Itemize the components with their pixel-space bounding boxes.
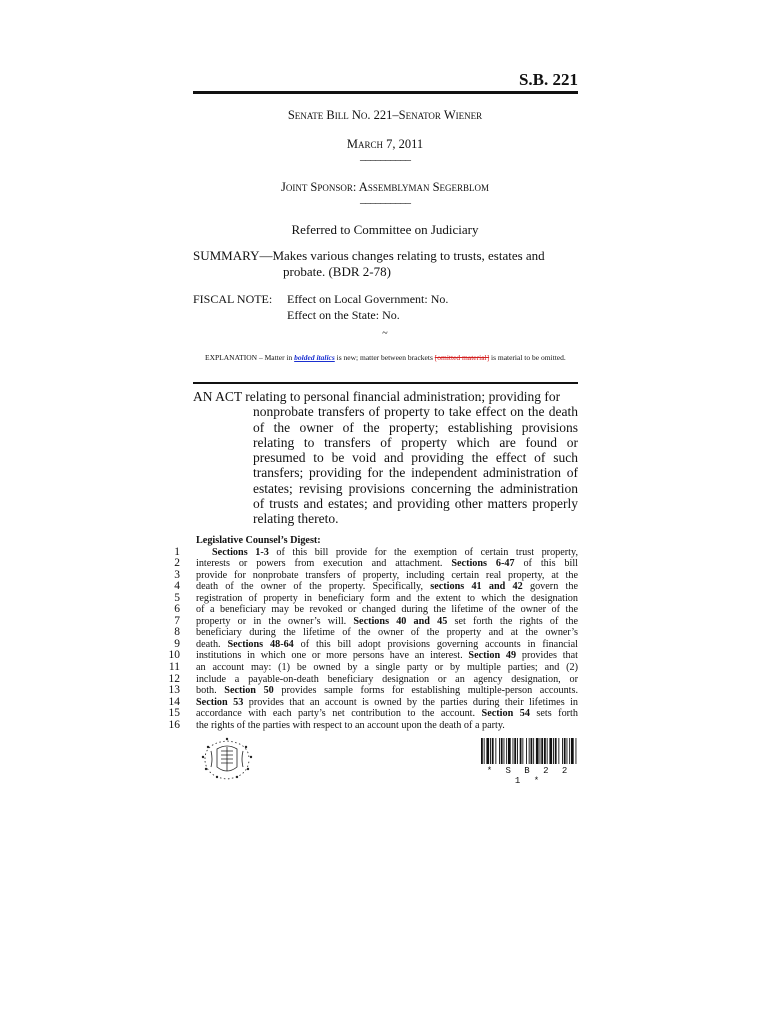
committee-referral: Referred to Committee on Judiciary — [291, 222, 479, 237]
act-title-body: nonprobate transfers of property to take effect on the death of the owner of the property; establishing provisions relating to transfers of property which are found or presumed to be void and providing the effect of such transfers; providing for the independent administration of estates; revising provisions concerning the administration of trusts and estates; and providing other matters properly relating thereto. — [253, 404, 578, 527]
digest-line — [196, 662, 578, 674]
section-reference: Section 49 — [468, 650, 517, 662]
digest-line — [196, 593, 578, 605]
separator-dash: –––––––––– — [360, 152, 410, 166]
barcode-bar — [504, 738, 505, 764]
bill-title: Senate Bill No. 221–Senator Wiener — [287, 108, 483, 122]
line-number: 2 — [174, 557, 180, 570]
fiscal-note-local: Effect on Local Government: No. — [287, 292, 449, 306]
line-number: 4 — [174, 580, 180, 593]
barcode-bar — [544, 738, 546, 764]
digest-line — [196, 685, 578, 697]
line-number: 11 — [168, 660, 180, 673]
line-numbers — [160, 547, 180, 732]
digest-text: of this bill provide for the exemption of certain trust property, — [268, 546, 578, 558]
digest-text: an account may: (1) be owned by a single party or by multiple parties; and (2) — [196, 662, 578, 674]
digest-text: accordance with each party’s net contribution to the account. — [196, 708, 482, 720]
barcode-bar — [571, 738, 574, 764]
section-rule — [193, 382, 578, 384]
barcode-bar — [576, 738, 577, 764]
digest-text: provide for nonprobate transfers of property, including certain real property, at the — [196, 569, 578, 581]
barcode — [480, 738, 578, 764]
digest-line — [196, 720, 578, 732]
digest-text: interests or powers from execution and attachment. — [196, 558, 452, 570]
digest-text: sets forth — [529, 708, 578, 720]
line-number: 10 — [168, 649, 180, 662]
section-reference: Sections 40 and 45 — [353, 615, 448, 627]
barcode-bar — [526, 738, 527, 764]
barcode-bar — [495, 738, 496, 764]
explanation — [205, 353, 566, 362]
explanation-new-sample: bolded italics — [294, 353, 335, 362]
digest-line — [196, 547, 578, 559]
fiscal-note-label: FISCAL NOTE: — [193, 292, 273, 306]
barcode-bar — [569, 738, 570, 764]
fiscal-note-state: Effect on the State: No. — [287, 308, 400, 322]
state-seal-icon — [197, 737, 257, 781]
digest-text: provides that — [516, 650, 578, 662]
digest-line — [196, 697, 578, 709]
line-number: 3 — [174, 568, 180, 581]
fiscal-note — [193, 291, 448, 323]
line-number: 16 — [168, 718, 180, 731]
section-reference: sections 41 and 42 — [430, 581, 523, 593]
digest-text: beneficiary during the lifetime of the owner of the property and at the owner’s — [196, 627, 578, 639]
line-number: 14 — [168, 695, 180, 708]
digest-line — [196, 570, 578, 582]
digest-text: provides sample forms for establishing multiple-person accounts. — [273, 685, 578, 697]
barcode-bar — [514, 738, 516, 764]
barcode-bar — [508, 738, 511, 764]
barcode-bar — [553, 738, 554, 764]
barcode-bar — [522, 738, 523, 764]
line-number: 9 — [174, 637, 180, 650]
explanation-prefix: EXPLANATION – Matter in — [205, 353, 295, 362]
header-rule — [193, 91, 578, 94]
section-reference: Sections 1-3 — [212, 546, 269, 558]
barcode-bar — [501, 738, 503, 764]
barcode-bar — [531, 738, 533, 764]
line-number: 13 — [168, 684, 180, 697]
digest-text: death of the owner of the property. Specifically, — [196, 581, 431, 593]
digest-line — [196, 581, 578, 593]
barcode-bar — [529, 738, 530, 764]
barcode-bar — [541, 738, 543, 764]
digest-text: set forth the rights of the — [447, 615, 578, 627]
barcode-bar — [490, 738, 491, 764]
digest-text: registration of property in beneficiary form and the extent to which the designation — [196, 592, 578, 604]
line-number: 7 — [174, 614, 180, 627]
barcode-bar — [481, 738, 483, 764]
barcode-bar — [486, 738, 489, 764]
digest-text: include a payable-on-death beneficiary designation or an agency designation, or — [196, 673, 578, 685]
digest-text: both. — [196, 685, 225, 697]
digest-text: of this bill adopt provisions governing accounts in financial — [293, 638, 578, 650]
section-reference: Section 50 — [224, 685, 274, 697]
barcode-bar — [513, 738, 514, 764]
joint-sponsor: Joint Sponsor: Assemblyman Segerblom — [280, 180, 490, 194]
legislative-digest — [196, 535, 578, 731]
digest-text: death. — [196, 638, 228, 650]
act-title-first-line: AN ACT relating to personal financial administration; providing for — [193, 389, 561, 404]
section-reference: Section 54 — [481, 708, 530, 720]
digest-text: of a beneficiary may be revoked or changed during the lifetime of the owner of the — [196, 604, 578, 616]
explanation-suffix: is material to be omitted. — [489, 353, 566, 362]
barcode-bar — [547, 738, 548, 764]
separator-dash: –––––––––– — [360, 195, 410, 209]
line-number: 6 — [174, 603, 180, 616]
digest-line — [196, 708, 578, 720]
barcode-bar — [536, 738, 539, 764]
line-number: 1 — [174, 545, 180, 558]
explanation-middle: is new; matter between brackets — [334, 353, 435, 362]
digest-text: govern the — [522, 581, 578, 593]
digest-text: institutions in which one or more persons have an interest. — [196, 650, 469, 662]
barcode-bar — [484, 738, 485, 764]
barcode-bar — [499, 738, 500, 764]
digest-line — [196, 674, 578, 686]
digest-line — [196, 650, 578, 662]
barcode-bar — [492, 738, 494, 764]
summary-line: SUMMARY—Makes various changes relating to trusts, estates and — [193, 248, 545, 263]
barcode-bar — [540, 738, 541, 764]
digest-line — [196, 639, 578, 651]
section-reference: Sections 6-47 — [451, 558, 515, 570]
line-number: 15 — [168, 707, 180, 720]
act-title — [193, 389, 578, 527]
digest-line — [196, 627, 578, 639]
bill-date: March 7, 2011 — [346, 137, 424, 151]
barcode-bar — [520, 738, 522, 764]
barcode-bar — [562, 738, 563, 764]
explanation-omitted-sample: [omitted material] — [434, 353, 490, 362]
summary — [193, 248, 578, 280]
digest-line — [196, 604, 578, 616]
section-reference: Sections 48-64 — [227, 638, 294, 650]
barcode-bar — [567, 738, 568, 764]
line-number: 12 — [168, 672, 180, 685]
barcode-bar — [555, 738, 557, 764]
barcode-bar — [564, 738, 566, 764]
digest-text: the rights of the parties with respect to an account upon the death of a party. — [196, 719, 505, 731]
barcode-text: * S B 2 2 1 * — [486, 766, 572, 786]
summary-line: probate. (BDR 2-78) — [283, 264, 391, 279]
barcode-bar — [517, 738, 518, 764]
barcode-bar — [549, 738, 552, 764]
digest-text: of this bill — [514, 558, 578, 570]
barcode-bar — [506, 738, 507, 764]
digest-line — [196, 558, 578, 570]
barcode-bar — [558, 738, 559, 764]
bill-number: S.B. 221 — [518, 70, 578, 89]
barcode-bar — [533, 738, 534, 764]
section-reference: Section 53 — [196, 696, 244, 708]
digest-line — [196, 616, 578, 628]
tilde-mark: ~ — [382, 328, 388, 339]
line-number: 8 — [174, 626, 180, 639]
digest-text: property or in the owner’s will. — [196, 615, 354, 627]
digest-heading: Legislative Counsel’s Digest: — [196, 535, 321, 546]
line-number: 5 — [174, 591, 180, 604]
digest-text: provides that an account is owned by the parties during their lifetimes in — [243, 696, 579, 708]
